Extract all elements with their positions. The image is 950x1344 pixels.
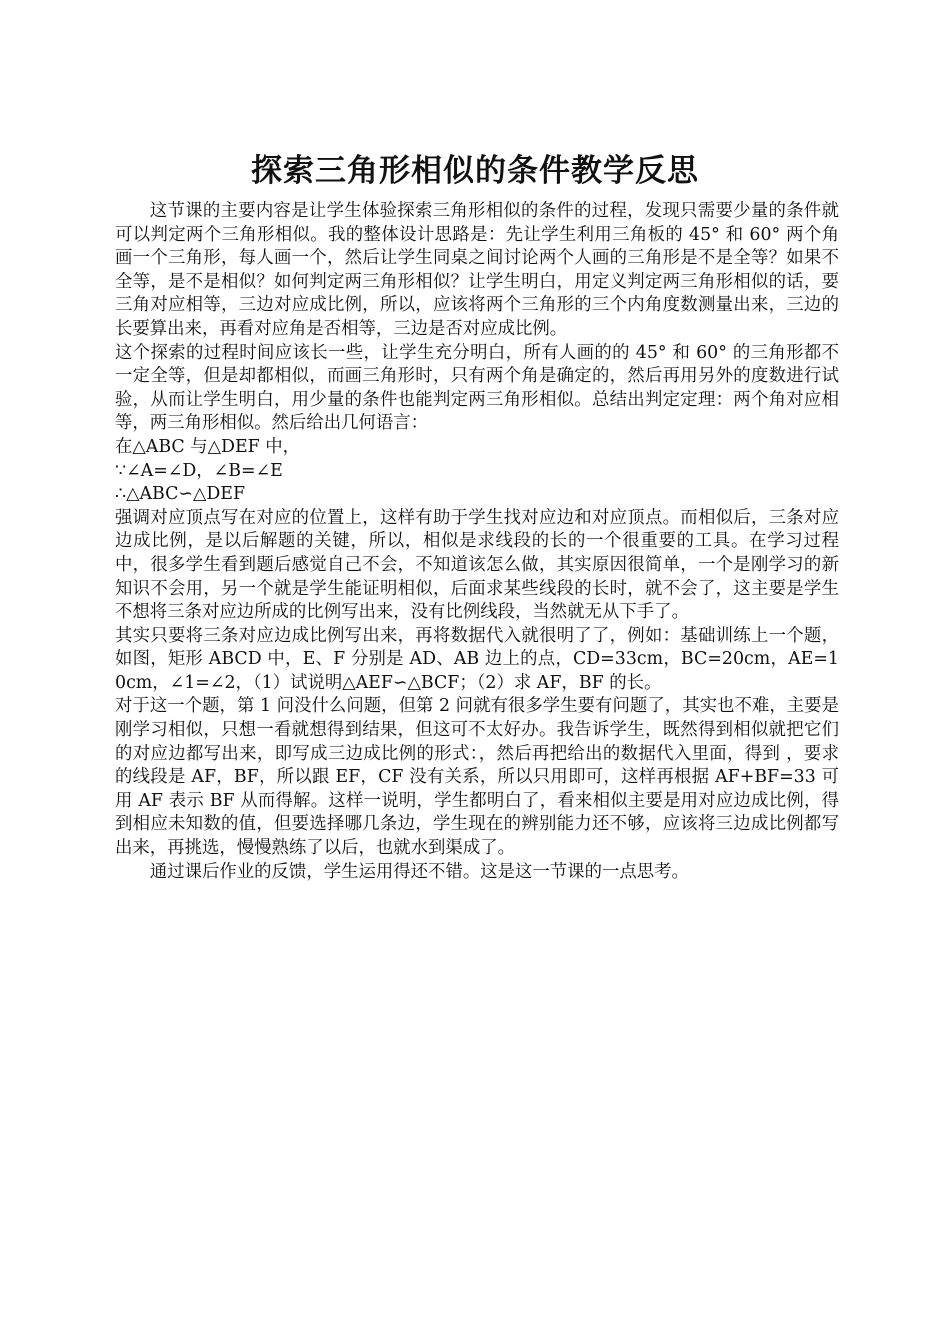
document-title: 探索三角形相似的条件教学反思: [251, 152, 699, 189]
paragraph-exploration: 这个探索的过程时间应该长一些，让学生充分明白，所有人画的的 45° 和 60° 的三角形都不一定全等，但是却都相似，而画三角形时，只有两个角是确定的，然后再用另外的度数进行试验，从而让学生明白，用少量的条件也能判定两三角形相似。总结出判定定理：两个角对应相等，两三角形相似。然后给出几何语言：: [115, 342, 839, 434]
paragraph-conclusion: 通过课后作业的反馈，学生运用得还不错。这是这一节课的一点思考。: [149, 861, 689, 882]
geometry-line-given: 在△ABC 与△DEF 中，: [115, 436, 301, 457]
document-body: [115, 200, 839, 884]
geometry-line-because: ∵∠A=∠D，∠B=∠E: [115, 460, 283, 481]
paragraph-solution: 对于这一个题，第 1 问没什么问题，但第 2 问就有很多学生要有问题了，其实也不难，主要是刚学习相似，只想一看就想得到结果，但这可不太好办。我告诉学生，既然得到相似就把它们的对应边都写出来，即写成三边成比例的形式：，然后再把给出的数据代入里面，得到 ，要求的线段是 AF，BF，所以跟 EF，CF 没有关系，所以只用即可，这样再根据 AF+BF=33 可用 AF 表示 BF 从而得解。这样一说明，学生都明白了，看来相似主要是用对应边成比例，得到相应未知数的值，但要选择哪几条边，学生现在的辨别能力还不够，应该将三边成比例都写出来，再挑选，慢慢熟练了以后，也就水到渠成了。: [115, 696, 839, 859]
geometry-line-therefore: ∴△ABC∽△DEF: [115, 484, 246, 505]
paragraph-example: 其实只要将三条对应边成比例写出来，再将数据代入就很明了了，例如：基础训练上一个题，如图，矩形 ABCD 中，E、F 分别是 AD、AB 边上的点，CD=33cm，BC=20cm，AE=10cm，∠1=∠2，（1）试说明△AEF∽△BCF；（2）求 AF，BF 的长。: [115, 625, 839, 693]
paragraph-intro: 这节课的主要内容是让学生体验探索三角形相似的条件的过程，发现只需要少量的条件就可以判定两个三角形相似。我的整体设计思路是：先让学生利用三角板的 45° 和 60° 两个角画一个三角形，每人画一个，然后让学生同桌之间讨论两个人画的三角形是不是全等？如果不全等，是不是相似？如何判定两三角形相似？让学生明白，用定义判定两三角形相似的话，要三角对应相等，三边对应成比例，所以，应该将两个三角形的三个内角度数测量出来，三边的长要算出来，再看对应角是否相等，三边是否对应成比例。: [115, 201, 839, 339]
paragraph-emphasis: 强调对应顶点写在对应的位置上，这样有助于学生找对应边和对应顶点。而相似后，三条对应边成比例，是以后解题的关键，所以，相似是求线段的长的一个很重要的工具。在学习过程中，很多学生看到题后感觉自己不会，不知道该怎么做，其实原因很简单，一个是刚学习的新知识不会用，另一个就是学生能证明相似，后面求某些线段的长时，就不会了，这主要是学生不想将三条对应边所成的比例写出来，没有比例线段，当然就无从下手了。: [115, 507, 839, 623]
